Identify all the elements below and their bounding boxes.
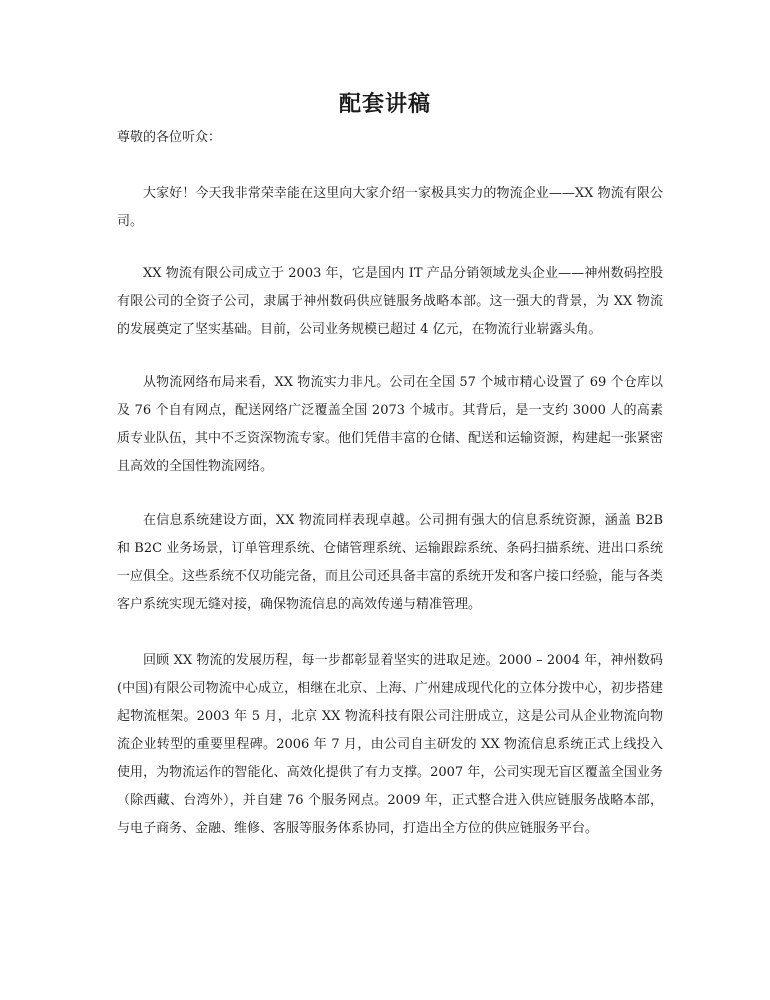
paragraph-information-systems: 在信息系统建设方面，XX 物流同样表现卓越。公司拥有强大的信息系统资源，涵盖 B2B 和 B2C 业务场景，订单管理系统、仓储管理系统、运输跟踪系统、条码扫描系统、进出口系统一应俱全。这些系统不仅功能完备，而且公司还具备丰富的系统开发和客户接口经验，能与各类客户系统实现无缝对接，确保物流信息的高效传递与精准管理。 xyxy=(117,513,664,612)
paragraph-logistics-network: 从物流网络布局来看，XX 物流实力非凡。公司在全国 57 个城市精心设置了 69 个仓库以及 76 个自有网点，配送网络广泛覆盖全国 2073 个城市。其背后，是一支约 3000 人的高素质专业队伍，其中不乏资深物流专家。他们凭借丰富的仓储、配送和运输资源，构建起一张紧密且高效的全国性物流网络。 xyxy=(117,375,664,474)
paragraph-intro: 大家好！今天我非常荣幸能在这里向大家介绍一家极具实力的物流企业——XX 物流有限公司。 xyxy=(117,186,663,229)
document-title: 配套讲稿 xyxy=(338,91,431,117)
paragraph-company-background: XX 物流有限公司成立于 2003 年，它是国内 IT 产品分销领域龙头企业——神州数码控股有限公司的全资子公司，隶属于神州数码供应链服务战略本部。这一强大的背景，为 XX 物流的发展奠定了坚实基础。目前，公司业务规模已超过 4 亿元，在物流行业崭露头角。 xyxy=(117,266,663,337)
greeting: 尊敬的各位听众： xyxy=(117,130,222,145)
paragraph-history: 回顾 XX 物流的发展历程，每一步都彰显着坚实的进取足迹。2000 – 2004 年，神州数码(中国)有限公司物流中心成立，相继在北京、上海、广州建成现代化的立体分拨中心，初步搭建起物流框架。2003 年 5 月，北京 XX 物流科技有限公司注册成立，这是公司从企业物流向物流企业转型的重要里程碑。2006 年 7 月，由公司自主研发的 XX 物流信息系统正式上线投入使用，为物流运作的智能化、高效化提供了有力支撑。2007 年，公司实现无盲区覆盖全国业务（除西藏、台湾外），并自建 76 个服务网点。2009 年，正式整合进入供应链服务战略本部，与电子商务、金融、维修、客服等服务体系协同，打造出全方位的供应链服务平台。 xyxy=(117,653,663,836)
